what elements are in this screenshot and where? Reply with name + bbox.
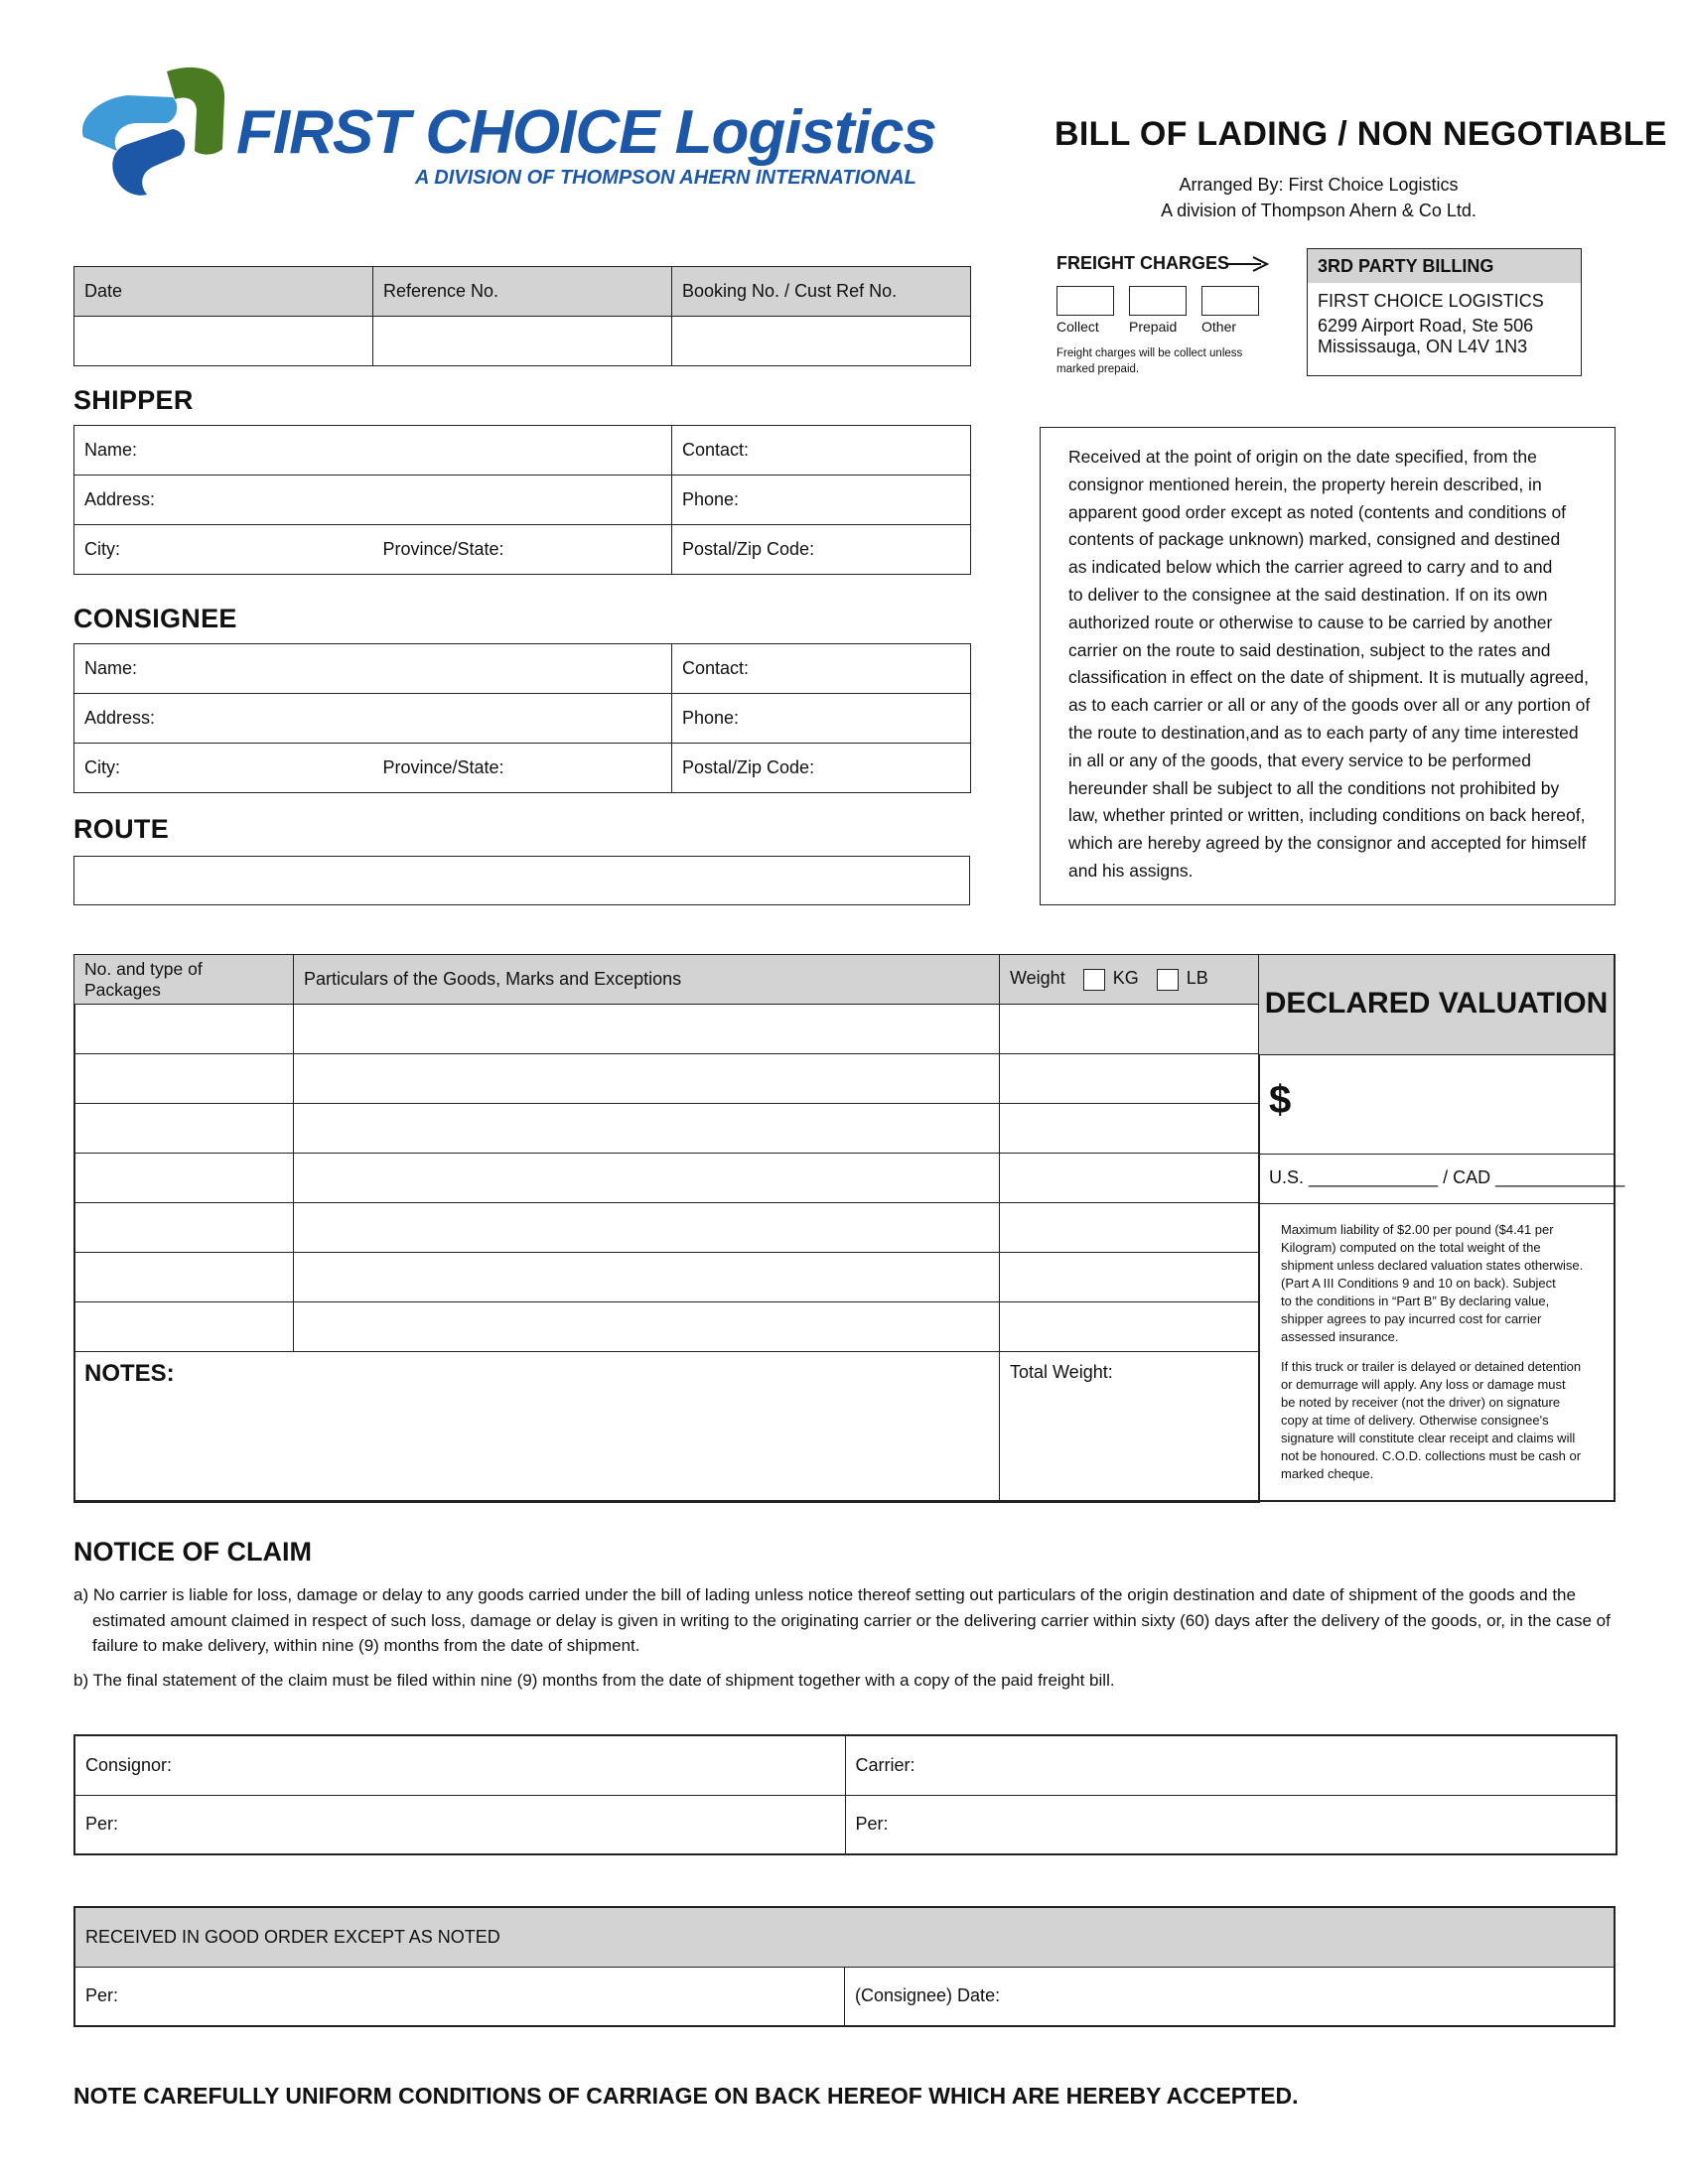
shipper-contact-field[interactable] <box>672 426 971 476</box>
consignee-date-label: (Consignee) Date: <box>855 1985 1001 2006</box>
prepaid-checkbox[interactable] <box>1129 286 1187 316</box>
table-row <box>74 1154 1260 1203</box>
terms-box <box>1040 427 1616 905</box>
consignee-postal-label: Postal/Zip Code: <box>682 757 815 777</box>
table-row <box>74 1054 1260 1104</box>
liability-text <box>1281 1221 1583 1346</box>
consignee-contact-label: Contact: <box>682 658 750 678</box>
packages-cell[interactable] <box>74 1253 294 1302</box>
terms-line: which are hereby agreed by the consignor and accepted for himself <box>1068 833 1587 854</box>
particulars-header: Particulars of the Goods, Marks and Exceptions <box>294 955 1000 1005</box>
terms-line: law, whether printed or written, including conditions on back hereof, <box>1068 805 1586 826</box>
table-row <box>74 1005 1260 1054</box>
carrier-label: Carrier: <box>855 1754 915 1775</box>
received-per-label: Per: <box>85 1985 119 2006</box>
consignor-label: Consignor: <box>85 1754 173 1775</box>
claim-paragraph-b: b) The final statement of the claim must be filed within nine (9) months from the date of shipment together with a copy of the paid freight bill. <box>73 1671 1115 1690</box>
shipper-phone-label: Phone: <box>682 489 740 509</box>
document-title: BILL OF LADING / NON NEGOTIABLE <box>1055 115 1667 153</box>
detention-line: If this truck or trailer is delayed or detained detention <box>1281 1359 1582 1374</box>
table-row <box>74 1253 1260 1302</box>
third-party-billing-box <box>1307 248 1582 376</box>
terms-line: as indicated below which the carrier agreed to carry and to and <box>1068 557 1553 578</box>
freight-note: Freight charges will be collect unless marked prepaid. <box>1056 347 1243 375</box>
particulars-cell[interactable] <box>294 1005 1000 1054</box>
weight-cell[interactable] <box>1000 1203 1260 1253</box>
collect-checkbox[interactable] <box>1056 286 1114 316</box>
particulars-cell[interactable] <box>294 1104 1000 1154</box>
third-party-address1: 6299 Airport Road, Ste 506 <box>1318 316 1534 336</box>
third-party-company: FIRST CHOICE LOGISTICS <box>1318 291 1544 311</box>
declared-valuation-header <box>1258 955 1614 1055</box>
consignee-phone-field[interactable] <box>672 694 971 744</box>
particulars-cell[interactable] <box>294 1203 1000 1253</box>
logo-mark-icon <box>77 60 236 208</box>
logo-name: FIRST CHOICE Logistics <box>236 98 936 167</box>
weight-header <box>1000 955 1260 1005</box>
received-title: RECEIVED IN GOOD ORDER EXCEPT AS NOTED <box>74 1907 1615 1967</box>
shipper-address-field[interactable] <box>74 476 672 525</box>
detention-text <box>1281 1358 1581 1483</box>
notes-field[interactable] <box>74 1352 1000 1503</box>
terms-line: the route to destination,and as to each party of any time interested <box>1068 722 1579 743</box>
consignee-name-label: Name: <box>84 658 138 678</box>
company-logo <box>77 60 971 208</box>
claim-a-line1: a) No carrier is liable for loss, damage or delay to any goods carried under the bill of lading unless notice thereof setting out particulars of the origin destination and date of shipment of the goods and the <box>73 1585 1576 1604</box>
consignee-contact-field[interactable] <box>672 644 971 694</box>
consignee-name-field[interactable] <box>74 644 672 694</box>
liability-line: shipment unless declared valuation states otherwise. <box>1281 1258 1584 1273</box>
terms-line: apparent good order except as noted (contents and conditions of <box>1068 501 1567 522</box>
date-header: Date <box>74 267 373 317</box>
claim-a-line2: estimated amount claimed in respect of such loss, damage or delay is given in writing to the originating carrier or the delivering carrier within sixty (60) days after the delivery of the goods, or, in the case of <box>92 1610 1611 1630</box>
detention-line: signature will constitute clear receipt and claims will <box>1281 1431 1576 1445</box>
lb-checkbox[interactable] <box>1157 969 1179 991</box>
consignee-address-field[interactable] <box>74 694 672 744</box>
terms-line: and his assigns. <box>1068 860 1194 881</box>
terms-line: in all or any of the goods, that every service to be performed <box>1068 750 1531 770</box>
notes-label: NOTES: <box>84 1360 175 1387</box>
claim-a-line3: failure to make delivery, within nine (9) months from the date of shipment. <box>92 1636 640 1655</box>
packages-cell[interactable] <box>74 1302 294 1352</box>
logo-tagline: A DIVISION OF THOMPSON AHERN INTERNATIONAL <box>415 167 916 189</box>
packages-cell[interactable] <box>74 1154 294 1203</box>
particulars-cell[interactable] <box>294 1302 1000 1352</box>
shipper-table <box>73 425 971 575</box>
weight-label: Weight <box>1010 968 1065 989</box>
table-row <box>74 1203 1260 1253</box>
division-line: A division of Thompson Ahern & Co Ltd. <box>1161 201 1477 220</box>
terms-line: consignor mentioned herein, the property herein described, in <box>1068 474 1542 494</box>
signature-table <box>73 1734 1618 1855</box>
packages-cell[interactable] <box>74 1054 294 1104</box>
reference-table <box>73 266 971 366</box>
prepaid-label: Prepaid <box>1129 319 1178 335</box>
weight-cell[interactable] <box>1000 1054 1260 1104</box>
consignee-postal-field[interactable] <box>672 744 971 793</box>
total-weight-label: Total Weight: <box>1010 1362 1113 1382</box>
shipper-phone-field[interactable] <box>672 476 971 525</box>
kg-checkbox[interactable] <box>1083 969 1105 991</box>
shipper-name-field[interactable] <box>74 426 672 476</box>
booking-header: Booking No. / Cust Ref No. <box>672 267 971 317</box>
packages-cell[interactable] <box>74 1104 294 1154</box>
collect-label: Collect <box>1056 319 1099 335</box>
liability-line: assessed insurance. <box>1281 1329 1399 1344</box>
liability-terms <box>1258 1203 1614 1501</box>
carrier-field[interactable] <box>845 1735 1617 1795</box>
weight-cell[interactable] <box>1000 1104 1260 1154</box>
arrow-right-icon <box>1225 255 1269 273</box>
liability-line: (Part A III Conditions 9 and 10 on back). Subject <box>1281 1276 1556 1291</box>
shipper-name-label: Name: <box>84 440 138 460</box>
other-label: Other <box>1201 319 1237 335</box>
terms-line: hereunder shall be subject to all the conditions not prohibited by <box>1068 777 1560 798</box>
route-field[interactable] <box>73 856 970 905</box>
shipper-title: SHIPPER <box>73 385 194 415</box>
received-table <box>73 1906 1616 2027</box>
shipper-address-label: Address: <box>84 489 156 509</box>
terms-line: to deliver to the consignee at the said destination. If on its own <box>1068 584 1548 605</box>
third-party-title: 3RD PARTY BILLING <box>1308 249 1581 283</box>
consignor-per-label: Per: <box>85 1814 119 1835</box>
detention-line: copy at time of delivery. Otherwise consignee's <box>1281 1413 1549 1428</box>
weight-cell[interactable] <box>1000 1302 1260 1352</box>
received-per-field[interactable] <box>74 1967 845 2026</box>
terms-text <box>1041 428 1615 886</box>
shipper-contact-label: Contact: <box>682 440 750 460</box>
consignor-field[interactable] <box>74 1735 845 1795</box>
declared-value-field[interactable] <box>1258 1054 1614 1155</box>
liability-line: Maximum liability of $2.00 per pound ($4.41 per <box>1281 1222 1554 1237</box>
reference-field[interactable] <box>373 317 672 366</box>
consignee-title: CONSIGNEE <box>73 604 237 633</box>
shipper-postal-field[interactable] <box>672 525 971 575</box>
consignee-phone-label: Phone: <box>682 708 740 728</box>
detention-line: not be honoured. C.O.D. collections must be cash or <box>1281 1448 1582 1463</box>
terms-line: Received at the point of origin on the date specified, from the <box>1068 447 1537 467</box>
liability-line: Kilogram) computed on the total weight of the <box>1281 1240 1541 1255</box>
claim-paragraph-a <box>73 1582 1611 1659</box>
weight-cell[interactable] <box>1000 1005 1260 1054</box>
dollar-sign: $ <box>1269 1078 1292 1122</box>
weight-cell[interactable] <box>1000 1253 1260 1302</box>
terms-line: authorized route or otherwise to cause to be carried by another <box>1068 612 1553 632</box>
lb-label: LB <box>1186 968 1208 989</box>
freight-charges-title: FREIGHT CHARGES <box>1056 253 1230 273</box>
liability-line: to the conditions in “Part B” By declaring value, <box>1281 1294 1550 1308</box>
goods-table <box>73 954 1260 1503</box>
consignee-table <box>73 643 971 793</box>
shipper-postal-label: Postal/Zip Code: <box>682 539 815 559</box>
total-weight-field[interactable] <box>1000 1352 1260 1503</box>
date-field[interactable] <box>74 317 373 366</box>
consignee-city-field[interactable] <box>74 744 373 793</box>
booking-field[interactable] <box>672 317 971 366</box>
carrier-per-label: Per: <box>855 1814 889 1835</box>
packages-header: No. and type of Packages <box>74 955 294 1005</box>
other-checkbox[interactable] <box>1201 286 1259 316</box>
detention-line: be noted by receiver (not the driver) on signature <box>1281 1395 1561 1410</box>
consignee-province-label: Province/State: <box>382 757 504 777</box>
shipper-city-label: City: <box>84 539 120 559</box>
route-title: ROUTE <box>73 814 169 844</box>
shipper-province-label: Province/State: <box>382 539 504 559</box>
table-row <box>74 1302 1260 1352</box>
shipper-province-field[interactable] <box>373 525 672 575</box>
third-party-address2: Mississauga, ON L4V 1N3 <box>1318 337 1528 356</box>
terms-line: classification in effect on the date of shipment. It is mutually agreed, <box>1068 667 1589 688</box>
weight-cell[interactable] <box>1000 1154 1260 1203</box>
terms-line: as to each carrier or all or any of the goods over all or any portion of <box>1068 695 1591 716</box>
terms-line: contents of package unknown) marked, consigned and destined <box>1068 529 1561 550</box>
notice-of-claim-title: NOTICE OF CLAIM <box>73 1537 312 1567</box>
consignee-address-label: Address: <box>84 708 156 728</box>
kg-label: KG <box>1112 968 1139 989</box>
packages-cell[interactable] <box>74 1005 294 1054</box>
reference-header: Reference No. <box>373 267 672 317</box>
footer-note: NOTE CAREFULLY UNIFORM CONDITIONS OF CARRIAGE ON BACK HEREOF WHICH ARE HEREBY ACCEPTED. <box>73 2083 1299 2109</box>
packages-cell[interactable] <box>74 1203 294 1253</box>
consignee-date-field[interactable] <box>845 1967 1616 2026</box>
carrier-per-field[interactable] <box>845 1795 1617 1854</box>
consignee-province-field[interactable] <box>373 744 672 793</box>
consignor-per-field[interactable] <box>74 1795 845 1854</box>
currency-field[interactable] <box>1258 1154 1625 1204</box>
consignee-city-label: City: <box>84 757 120 777</box>
detention-line: marked cheque. <box>1281 1466 1374 1481</box>
currency-line: U.S. _____________ / CAD _____________ <box>1269 1167 1625 1187</box>
arranged-by: Arranged By: First Choice Logistics <box>1179 175 1459 195</box>
liability-line: shipper agrees to pay incurred cost for carrier <box>1281 1311 1542 1326</box>
table-row <box>74 1104 1260 1154</box>
declared-valuation-title: DECLARED VALUATION <box>1264 987 1609 1020</box>
shipper-city-field[interactable] <box>74 525 373 575</box>
detention-line: or demurrage will apply. Any loss or damage must <box>1281 1377 1566 1392</box>
particulars-cell[interactable] <box>294 1154 1000 1203</box>
particulars-cell[interactable] <box>294 1253 1000 1302</box>
particulars-cell[interactable] <box>294 1054 1000 1104</box>
terms-line: carrier on the route to said destination, subject to the rates and <box>1068 639 1551 660</box>
